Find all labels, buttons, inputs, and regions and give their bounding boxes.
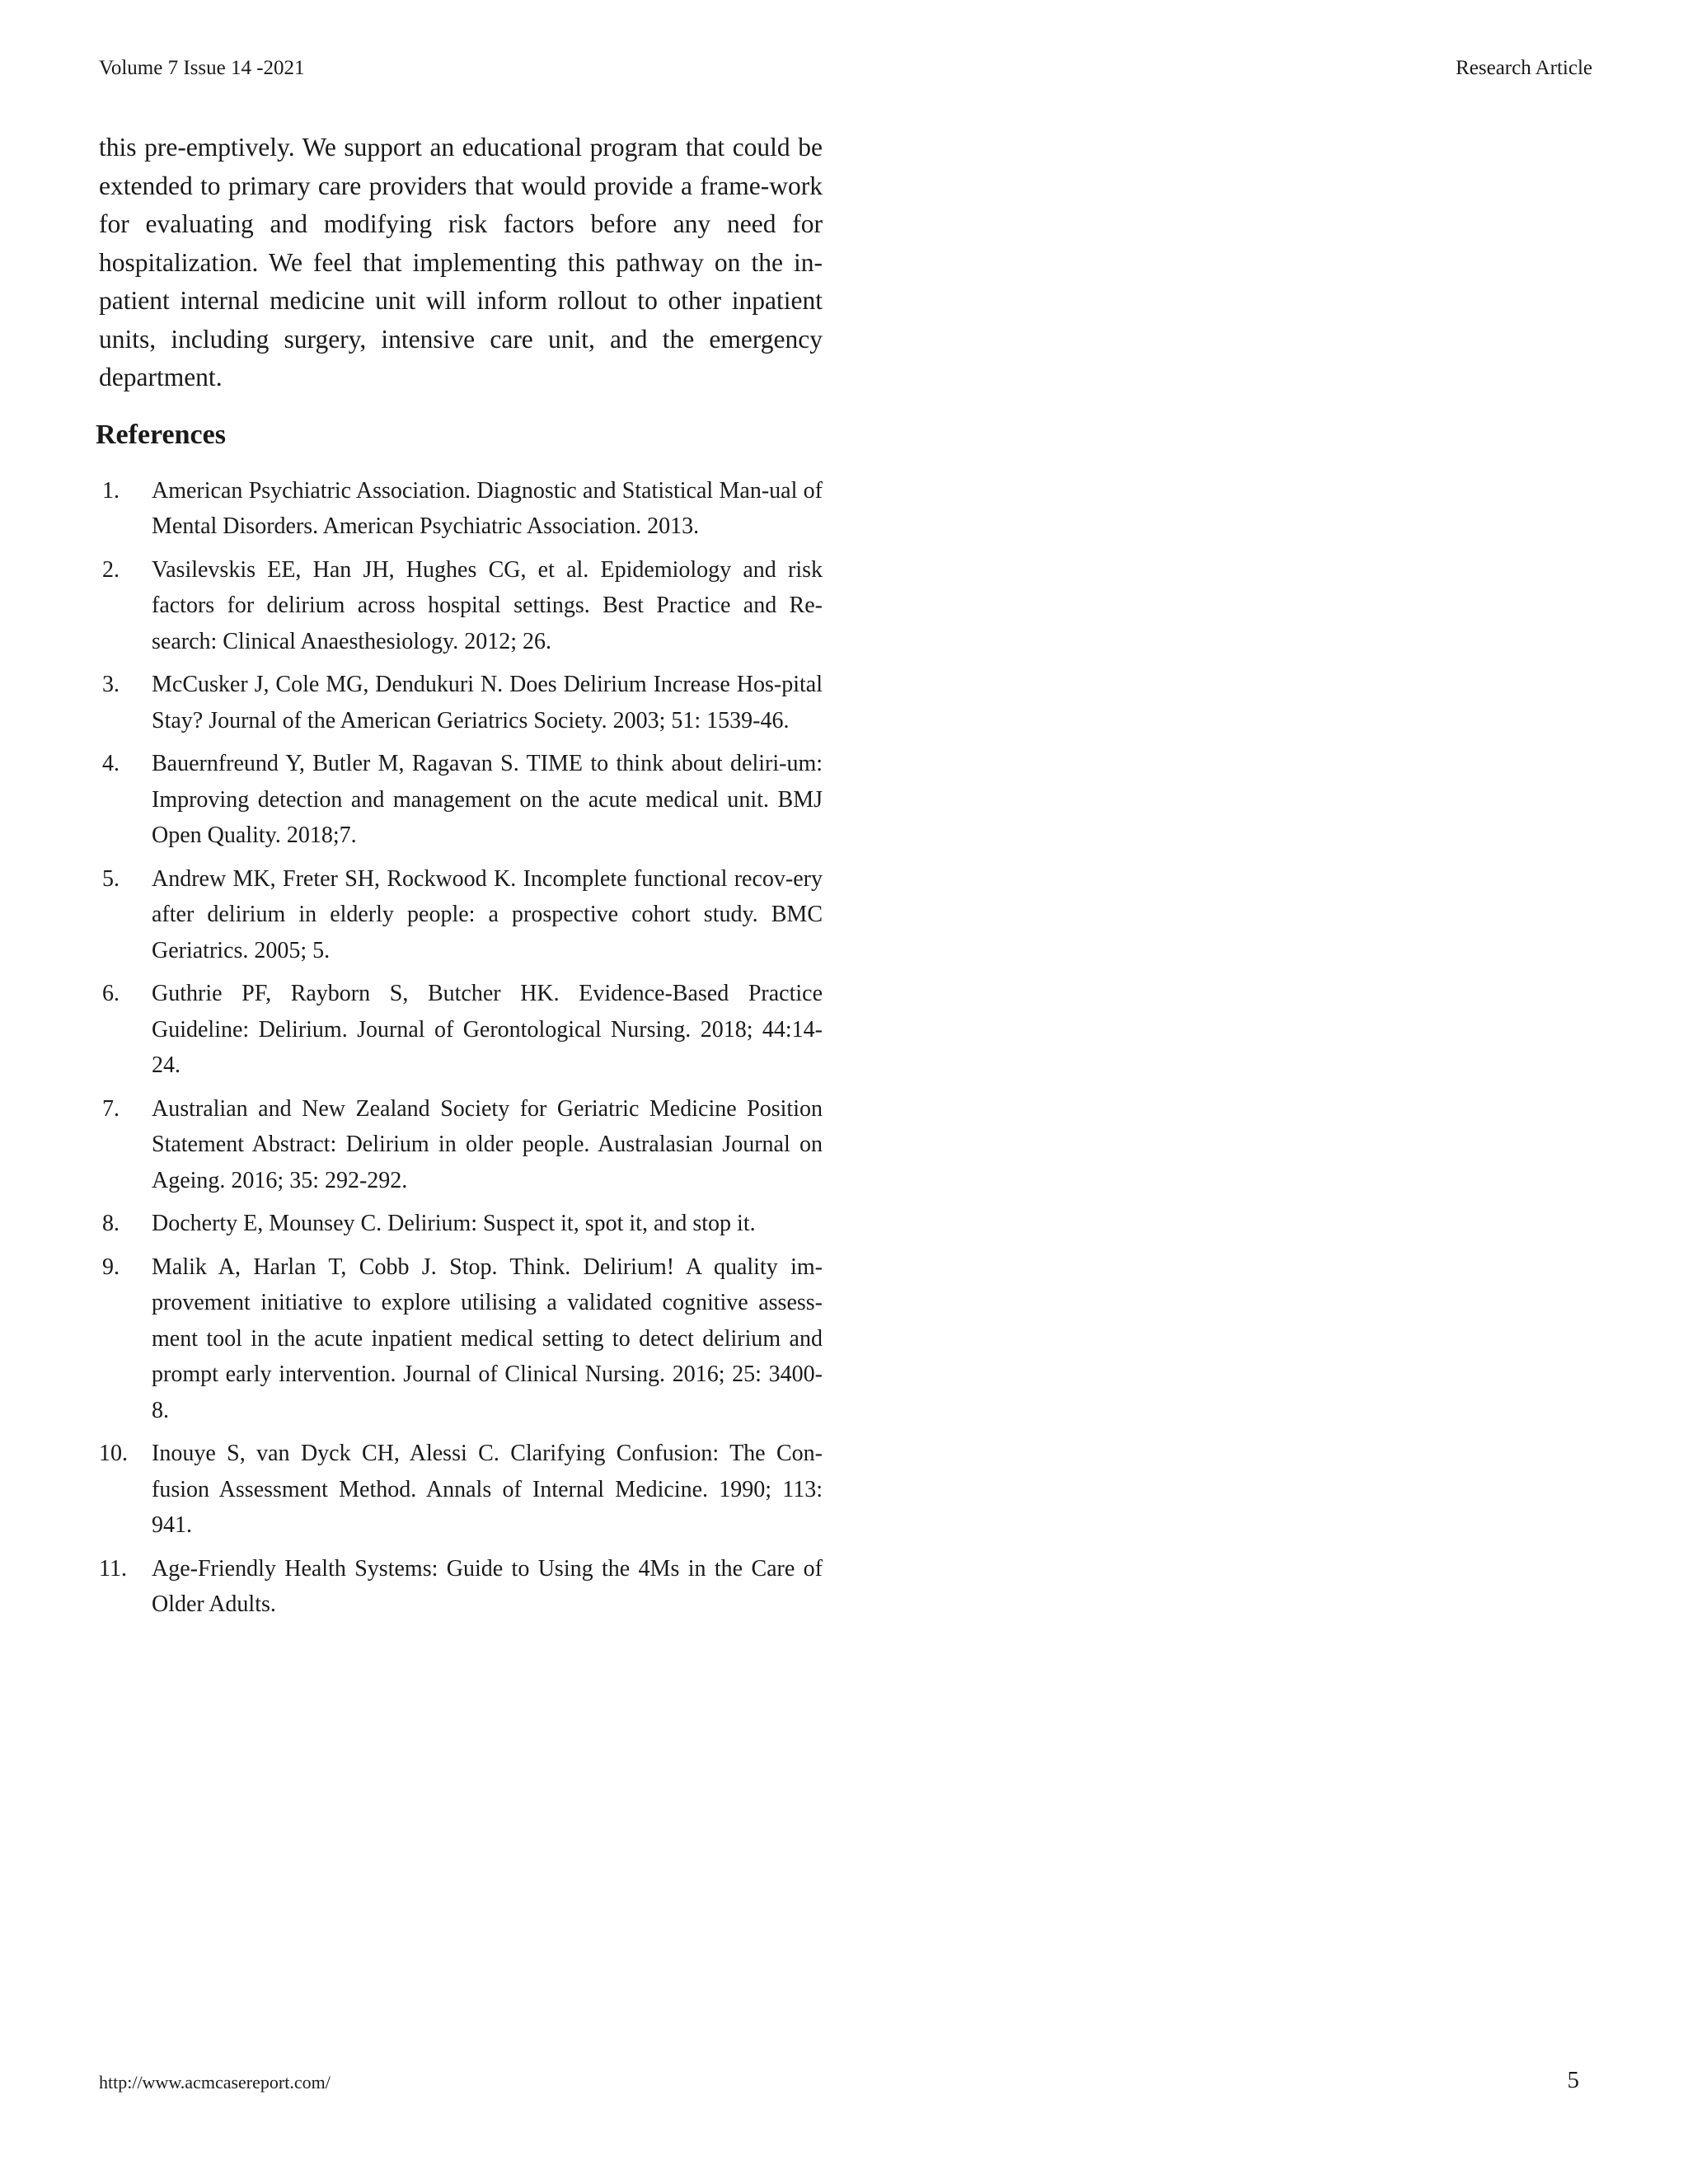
reference-item-5 [99,861,823,969]
reference-number: 7. [102,1095,120,1122]
reference-text: Age-Friendly Health Systems: Guide to Using the 4Ms in the Care of Older Adults. [152,1555,823,1617]
journal-url: http://www.acmcasereport.com/ [99,2072,331,2093]
reference-number: 4. [102,751,120,776]
reference-number: 6. [102,981,120,1006]
reference-number: 11. [99,1555,127,1582]
reference-number: 3. [102,672,120,697]
reference-item-9 [99,1249,823,1429]
main-column [96,129,823,1630]
reference-text: McCusker J, Cole MG, Dendukuri N. Does Delirium Increase Hos-pital Stay? Journal of the American Geriatrics Society. 2003; 51: 1539-46. [152,672,823,733]
reference-text: Inouye S, van Dyck CH, Alessi C. Clarifying Confusion: The Con-fusion Assessment Method. Annals of Internal Medicine. 1990; 113: 941. [152,1441,823,1538]
reference-number: 9. [102,1254,120,1280]
reference-item-3 [99,667,823,738]
references-heading: References [96,419,226,450]
reference-text: Australian and New Zealand Society for Geriatric Medicine Position Statement Abstract: Delirium in older people. Australasian Journal on Ageing. 2016; 35: 292-292. [152,1095,823,1193]
reference-number: 8. [102,1211,120,1236]
reference-text: Guthrie PF, Rayborn S, Butcher HK. Evidence-Based Practice Guideline: Delirium. Journal of Gerontological Nursing. 2018; 44:14-24. [152,981,823,1078]
reference-list [99,473,823,1623]
reference-text: Docherty E, Mounsey C. Delirium: Suspect it, spot it, and stop it. [152,1211,756,1236]
reference-text: American Psychiatric Association. Diagnostic and Statistical Man-ual of Mental Disorders. American Psychiatric Association. 2013. [152,477,823,539]
reference-number: 5. [102,865,120,892]
reference-text: Bauernfreund Y, Butler M, Ragavan S. TIME to think about deliri-um: Improving detection and management on the acute medical unit. BMJ Open Quality. 2018;7. [152,751,823,848]
journal-volume-label: Volume 7 Issue 14 -2021 [99,57,305,79]
reference-number: 1. [102,477,120,504]
reference-item-11 [99,1551,823,1623]
reference-number: 2. [102,556,120,583]
reference-item-6 [99,976,823,1084]
page-number: 5 [1567,2067,1579,2093]
article-type-label: Research Article [1456,57,1592,79]
reference-item-4 [99,746,823,854]
reference-item-2 [99,552,823,660]
reference-text: Malik A, Harlan T, Cobb J. Stop. Think. Delirium! A quality im-provement initiative to explore utilising a validated cognitive assess-ment tool in the acute inpatient medical setting to detect delirium and prompt early intervention. Journal of Clinical Nursing. 2016; 25: 3400-8. [152,1254,823,1423]
reference-item-1 [99,473,823,545]
reference-number: 10. [99,1441,128,1466]
reference-item-8 [99,1206,823,1242]
reference-text: Andrew MK, Freter SH, Rockwood K. Incomplete functional recov-ery after delirium in elderly people: a prospective cohort study. BMC Geriatrics. 2005; 5. [152,865,823,963]
reference-text: Vasilevskis EE, Han JH, Hughes CG, et al. Epidemiology and risk factors for delirium across hospital settings. Best Practice and Re-search: Clinical Anaesthesiology. 2012; 26. [152,556,823,654]
body-paragraph: this pre-emptively. We support an educational program that could be extended to primary care providers that would provide a frame-work for evaluating and modifying risk factors before any need for hospitalization. We feel that implementing this pathway on the in-patient internal medicine unit will inform rollout to other inpatient units, including surgery, intensive care unit, and the emergency department. [99,133,823,391]
reference-item-7 [99,1091,823,1199]
reference-item-10 [99,1436,823,1544]
